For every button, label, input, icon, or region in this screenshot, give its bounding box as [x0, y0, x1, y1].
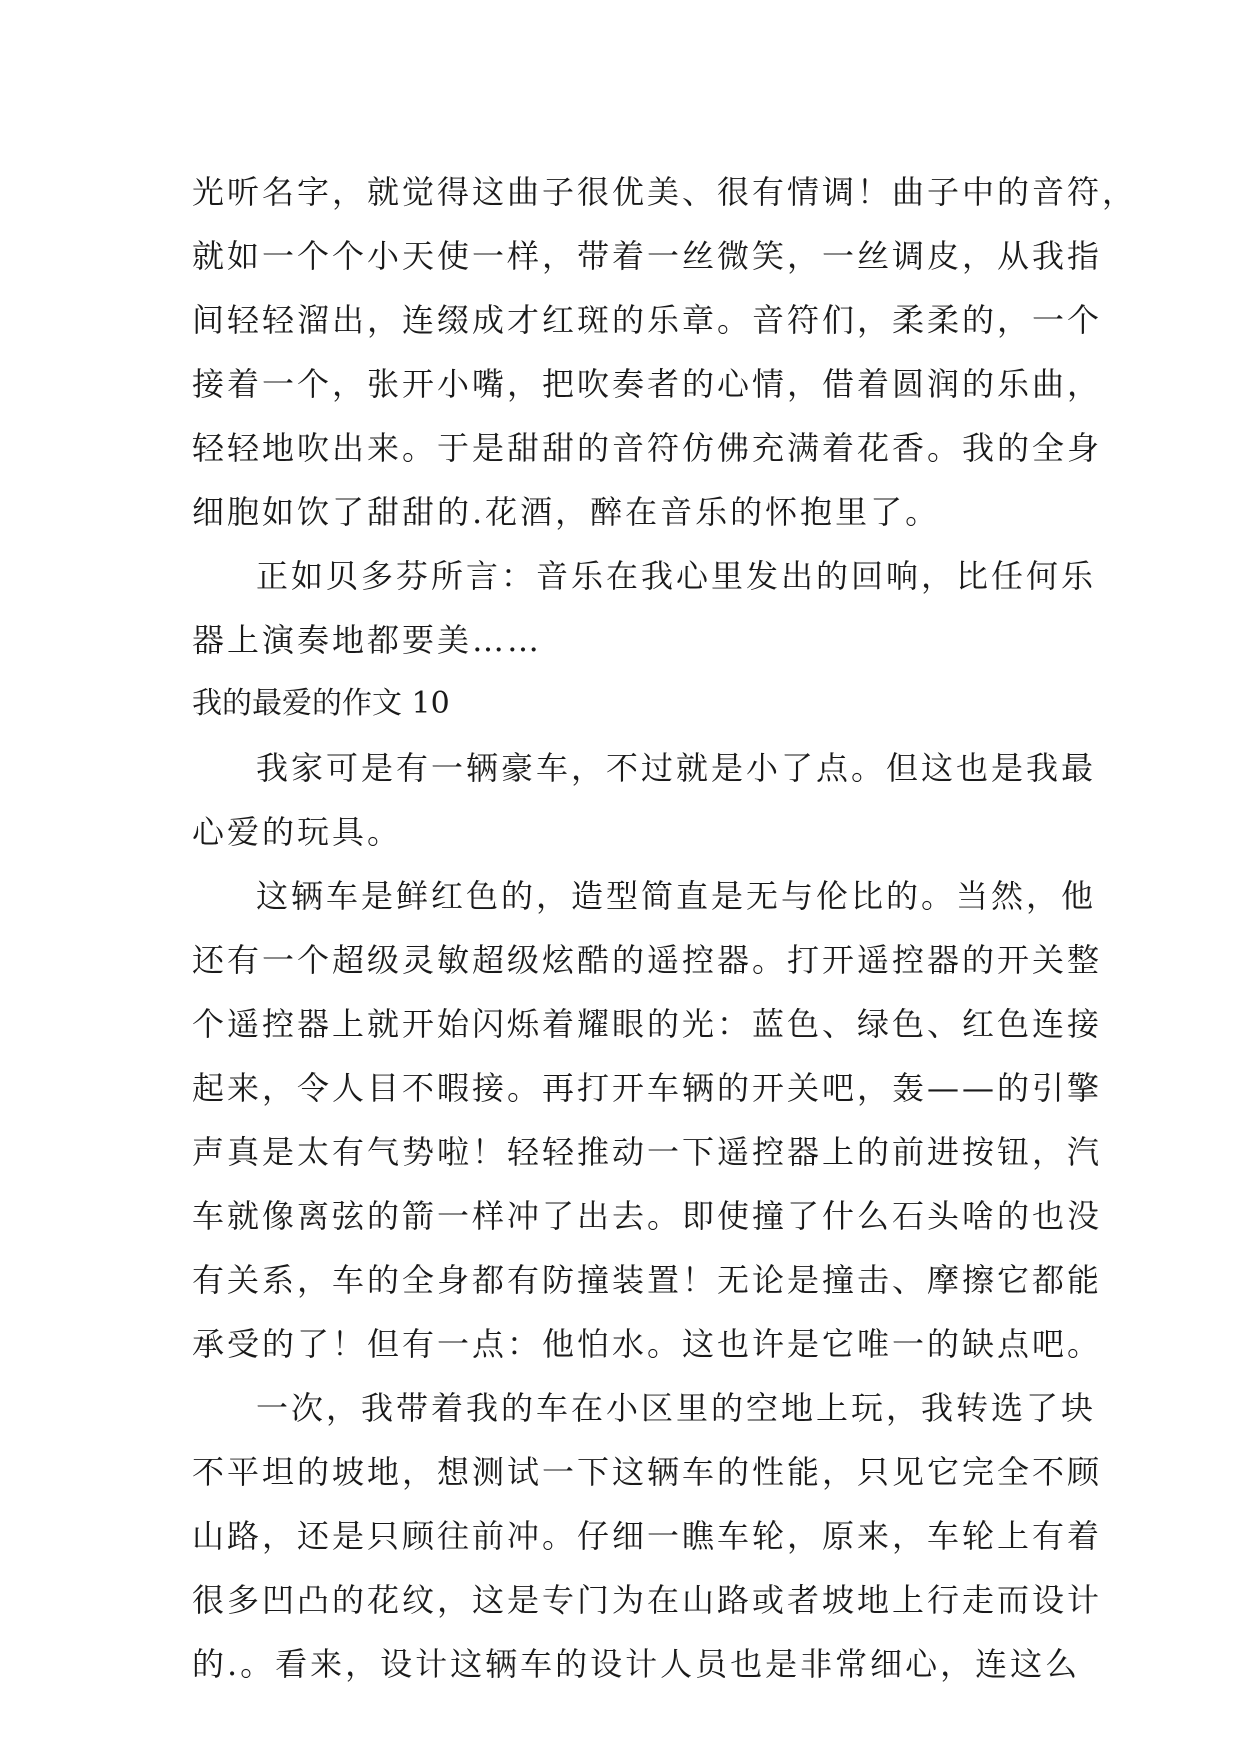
text-line: 轻轻地吹出来。于是甜甜的音符仿佛充满着花香。我的全身	[192, 429, 1103, 467]
text-line: 很多凹凸的花纹，这是专门为在山路或者坡地上行走而设计	[192, 1581, 1103, 1619]
text-line: 不平坦的坡地，想测试一下这辆车的性能，只见它完全不顾	[192, 1453, 1103, 1491]
text-line: 的.。看来，设计这辆车的设计人员也是非常细心，连这么	[192, 1645, 1081, 1683]
text-line: 就如一个个小天使一样，带着一丝微笑，一丝调皮，从我指	[192, 237, 1103, 275]
text-line: 器上演奏地都要美……	[192, 621, 543, 659]
paragraph-start: 这辆车是鲜红色的，造型简直是无与伦比的。当然，他	[256, 877, 1097, 915]
text-line: 声真是太有气势啦！轻轻推动一下遥控器上的前进按钮，汽	[192, 1133, 1103, 1171]
text-line: 还有一个超级灵敏超级炫酷的遥控器。打开遥控器的开关整	[192, 941, 1103, 979]
text-line: 车就像离弦的箭一样冲了出去。即使撞了什么石头啥的也没	[192, 1197, 1103, 1235]
paragraph-start: 正如贝多芬所言：音乐在我心里发出的回响，比任何乐	[256, 557, 1097, 595]
paragraph-start: 我家可是有一辆豪车，不过就是小了点。但这也是我最	[256, 749, 1097, 787]
text-line: 心爱的玩具。	[192, 813, 403, 851]
text-line: 山路，还是只顾往前冲。仔细一瞧车轮，原来，车轮上有着	[192, 1517, 1103, 1555]
text-line: 光听名字，就觉得这曲子很优美、很有情调！曲子中的音符，	[192, 173, 1138, 211]
essay-text	[192, 160, 1138, 1696]
text-line: 接着一个，张开小嘴，把吹奏者的心情，借着圆润的乐曲，	[192, 365, 1103, 403]
text-line: 起来，令人目不暇接。再打开车辆的开关吧，轰——的引擎	[192, 1069, 1103, 1107]
text-line: 间轻轻溜出，连缀成才红斑的乐章。音符们，柔柔的，一个	[192, 301, 1103, 339]
text-line: 细胞如饮了甜甜的.花酒，醉在音乐的怀抱里了。	[192, 493, 941, 531]
text-line: 有关系，车的全身都有防撞装置！无论是撞击、摩擦它都能	[192, 1261, 1103, 1299]
paragraph-start: 一次，我带着我的车在小区里的空地上玩，我转选了块	[256, 1389, 1097, 1427]
text-line: 个遥控器上就开始闪烁着耀眼的光：蓝色、绿色、红色连接	[192, 1005, 1103, 1043]
section-heading: 我的最爱的作文 10	[192, 686, 450, 721]
text-line: 承受的了！但有一点：他怕水。这也许是它唯一的缺点吧。	[192, 1325, 1103, 1363]
